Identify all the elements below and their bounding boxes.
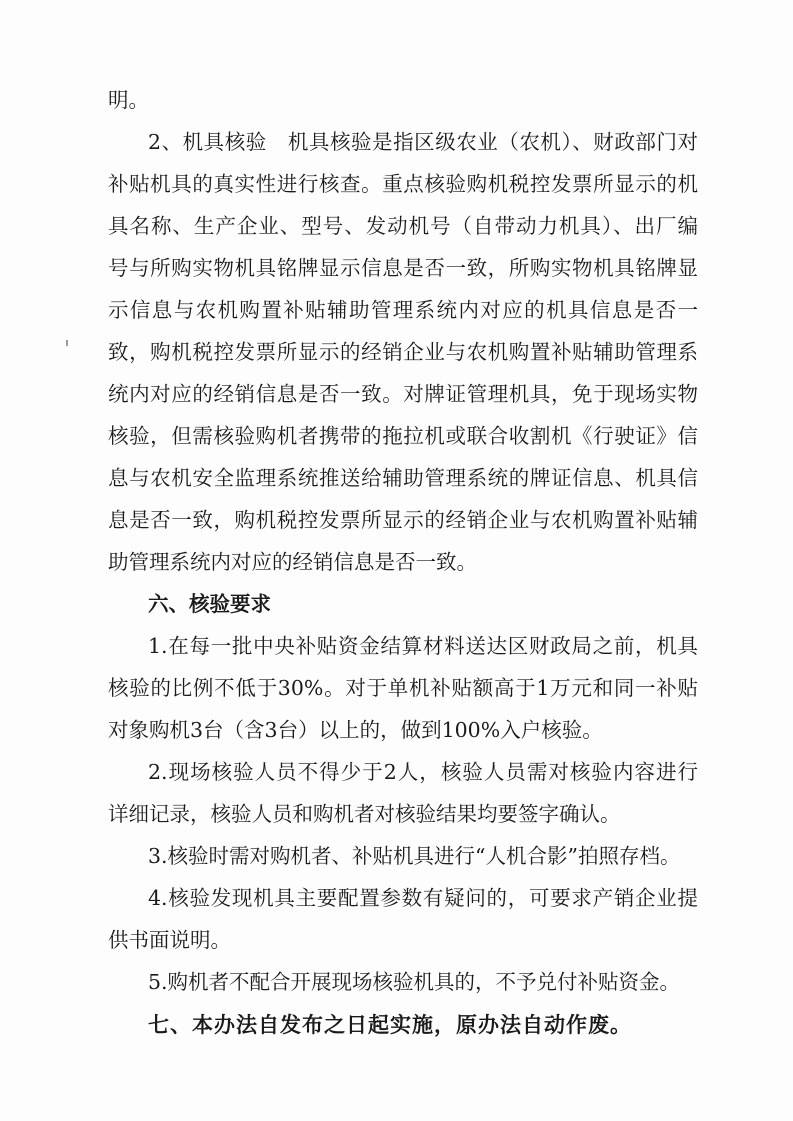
- paragraph-line: 示信息与农机购置补贴辅助管理系统内对应的机具信息是否一: [108, 298, 698, 322]
- paragraph-line: 1.在每一批中央补贴资金结算材料送达区财政局之前，机具: [148, 634, 698, 658]
- paragraph-line: 供书面说明。: [108, 928, 231, 952]
- paragraph-line: 对象购机3台（含3台）以上的，做到100%入户核验。: [108, 718, 603, 742]
- paragraph-line: 明。: [108, 88, 149, 112]
- paragraph-line: 核验，但需核验购机者携带的拖拉机或联合收割机《行驶证》信: [108, 424, 698, 448]
- section-heading-7: 七、本办法自发布之日起实施，原办法自动作废。: [148, 1012, 632, 1037]
- paragraph-line: 号与所购实物机具铭牌显示信息是否一致，所购实物机具铭牌显: [108, 256, 698, 280]
- paragraph-line: 统内对应的经销信息是否一致。对牌证管理机具，免于现场实物: [108, 382, 698, 406]
- paragraph-line: 4.核验发现机具主要配置参数有疑问的，可要求产销企业提: [148, 886, 698, 910]
- section-heading-6: 六、核验要求: [148, 592, 271, 616]
- paragraph-line: 2、机具核验 机具核验是指区级农业（农机）、财政部门对: [148, 130, 698, 154]
- paragraph-line: 致，购机税控发票所显示的经销企业与农机购置补贴辅助管理系: [108, 340, 698, 364]
- paragraph-line: 2.现场核验人员不得少于2人，核验人员需对核验内容进行: [148, 760, 698, 784]
- paragraph-line: 息与农机安全监理系统推送给辅助管理系统的牌证信息、机具信: [108, 466, 698, 490]
- scan-speck: [66, 340, 68, 346]
- paragraph-line: 息是否一致，购机税控发票所显示的经销企业与农机购置补贴辅: [108, 508, 698, 532]
- paragraph-line: 助管理系统内对应的经销信息是否一致。: [108, 550, 477, 574]
- paragraph-line: 补贴机具的真实性进行核查。重点核验购机税控发票所显示的机: [108, 172, 698, 196]
- paragraph-line: 核验的比例不低于30%。对于单机补贴额高于1万元和同一补贴: [108, 676, 698, 700]
- paragraph-line: 5.购机者不配合开展现场核验机具的，不予兑付补贴资金。: [148, 970, 681, 994]
- paragraph-line: 详细记录，核验人员和购机者对核验结果均要签字确认。: [108, 802, 621, 826]
- paragraph-line: 3.核验时需对购机者、补贴机具进行“人机合影”拍照存档。: [148, 844, 681, 868]
- paragraph-line: 具名称、生产企业、型号、发动机号（自带动力机具）、出厂编: [108, 214, 698, 238]
